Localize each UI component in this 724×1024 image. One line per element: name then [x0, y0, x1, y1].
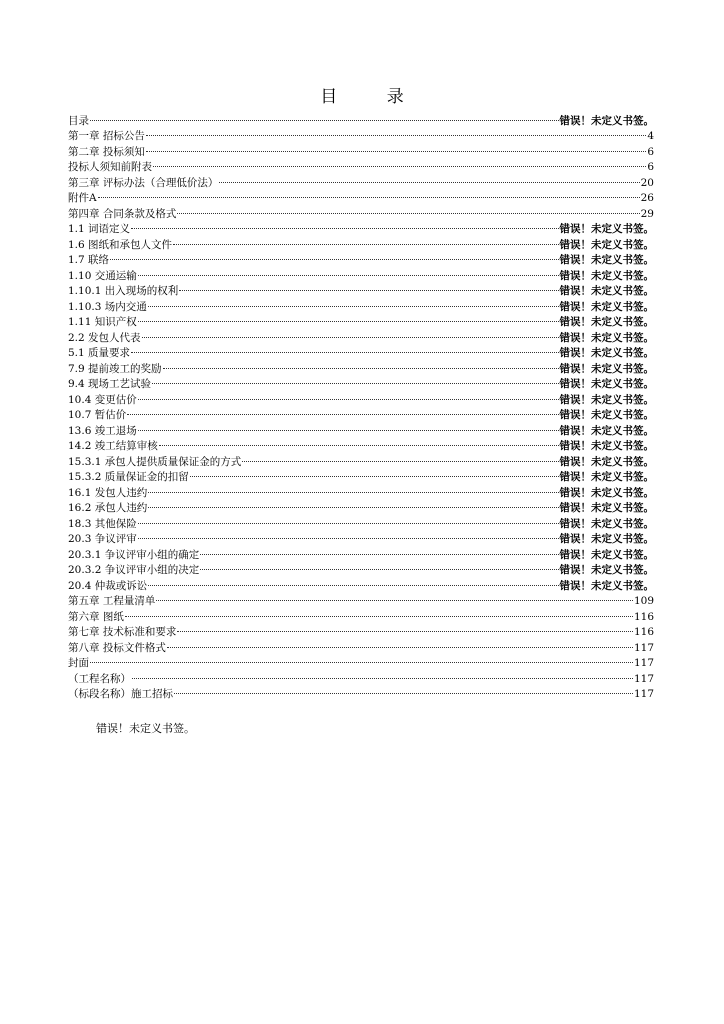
- toc-dot-leader: [138, 387, 559, 403]
- toc-entry-page: 错误！未定义书签。: [559, 409, 654, 421]
- toc-entry-page: 错误！未定义书签。: [559, 424, 654, 437]
- toc-entry-page: 错误！未定义书签。: [559, 362, 654, 375]
- toc-dot-leader: [146, 124, 646, 140]
- toc-entry-page: 错误！未定义书签。: [559, 579, 654, 592]
- toc-entry-page: 117: [633, 657, 654, 669]
- toc-entry-page: 错误！未定义书签。: [559, 285, 654, 297]
- toc-dot-leader: [138, 310, 559, 326]
- toc-entry[interactable]: [68, 604, 654, 623]
- toc-dot-leader: [177, 201, 639, 217]
- toc-entry-label: 1.10.1 出入现场的权利: [68, 285, 179, 297]
- toc-entry-page: 116: [633, 610, 654, 623]
- toc-entry-label: 第七章 技术标准和要求: [68, 626, 177, 638]
- toc-entry-page: 6: [647, 161, 654, 173]
- toc-entry-page: 错误！未定义书签。: [559, 114, 654, 127]
- toc-entry-label: 第五章 工程量清单: [68, 595, 156, 607]
- toc-dot-leader: [219, 170, 639, 186]
- toc-entry-label: 第三章 评标办法（合理低价法）: [68, 176, 219, 189]
- toc-dot-leader: [110, 248, 558, 264]
- toc-entry-label: 第二章 投标须知: [68, 145, 145, 158]
- toc-dot-leader: [153, 155, 646, 171]
- toc-entry-label: 16.2 承包人违约: [68, 502, 148, 514]
- toc-entry[interactable]: [68, 139, 654, 158]
- toc-dot-leader: [138, 263, 559, 279]
- toc-entry-page: 错误！未定义书签。: [559, 517, 654, 530]
- toc-entry-page: 117: [633, 641, 654, 654]
- toc-entry-page: 错误！未定义书签。: [559, 331, 654, 344]
- toc-entry-label: 16.1 发包人违约: [68, 486, 148, 499]
- toc-entry-label: 1.6 图纸和承包人文件: [68, 238, 173, 251]
- toc-entry-label: 封面: [68, 657, 89, 669]
- toc-dot-leader: [125, 604, 633, 620]
- toc-entry[interactable]: [68, 651, 654, 667]
- toc-dot-leader: [177, 620, 633, 636]
- toc-entry-page: 错误！未定义书签。: [559, 238, 654, 251]
- toc-entry-label: 第四章 合同条款及格式: [68, 207, 177, 220]
- toc-entry[interactable]: [68, 589, 654, 605]
- toc-dot-leader: [152, 372, 558, 388]
- toc-entry-page: 错误！未定义书签。: [559, 455, 654, 468]
- toc-entry-label: 第八章 投标文件格式: [68, 641, 166, 654]
- toc-entry-label: 15.3.1 承包人提供质量保证金的方式: [68, 455, 242, 468]
- toc-entry-page: 4: [647, 130, 654, 142]
- toc-entry[interactable]: [68, 186, 654, 202]
- toc-dot-leader: [138, 418, 559, 434]
- toc-dot-leader: [132, 666, 633, 682]
- toc-entry-page: 116: [633, 626, 654, 638]
- toc-entry-label: 18.3 其他保险: [68, 517, 137, 530]
- toc-entry-label: 1.11 知识产权: [68, 316, 137, 328]
- toc-entry[interactable]: [68, 108, 654, 127]
- toc-dot-leader: [174, 682, 633, 698]
- toc-entry-page: 错误！未定义书签。: [559, 533, 654, 545]
- toc-entry[interactable]: [68, 666, 654, 685]
- toc-entry-page: 错误！未定义书签。: [559, 393, 654, 406]
- toc-dot-leader: [148, 573, 558, 589]
- toc-entry-label: 15.3.2 质量保证金的扣留: [68, 471, 189, 483]
- toc-dot-leader: [131, 217, 558, 233]
- toc-entry-label: 13.6 竣工退场: [68, 424, 137, 437]
- toc-dot-leader: [148, 294, 559, 310]
- toc-entry-label: 1.1 词语定义: [68, 223, 131, 235]
- toc-dot-leader: [98, 186, 640, 202]
- toc-entry-label: 9.4 现场工艺试验: [68, 378, 152, 390]
- toc-entry[interactable]: [68, 620, 654, 636]
- toc-dot-leader: [163, 356, 559, 372]
- toc-entry-label: 5.1 质量要求: [68, 347, 131, 359]
- toc-entry-label: 10.4 变更估价: [68, 393, 137, 406]
- toc-entry-label: 14.2 竣工结算审核: [68, 440, 158, 452]
- toc-entry-page: 117: [633, 688, 654, 700]
- toc-entry-page: 错误！未定义书签。: [559, 564, 654, 576]
- toc-entry-label: 1.10 交通运输: [68, 269, 137, 282]
- toc-entry-label: 10.7 暂估价: [68, 409, 127, 421]
- toc-entry[interactable]: [68, 682, 654, 698]
- toc-entry-page: 29: [640, 207, 654, 220]
- toc-dot-leader: [156, 589, 633, 605]
- toc-entry-page: 错误！未定义书签。: [559, 486, 654, 499]
- toc-entry-page: 错误！未定义书签。: [559, 300, 654, 313]
- toc-dot-leader: [200, 558, 558, 574]
- toc-entry-label: 第一章 招标公告: [68, 130, 145, 142]
- toc-entry-label: 1.10.3 场内交通: [68, 300, 147, 313]
- toc-entry[interactable]: [68, 124, 654, 140]
- toc-dot-leader: [242, 449, 558, 465]
- toc-dot-leader: [146, 139, 646, 155]
- toc-dot-leader: [159, 434, 559, 450]
- toc-entry[interactable]: [68, 217, 654, 233]
- toc-entry-label: 20.3.2 争议评审小组的决定: [68, 564, 200, 576]
- toc-entry-label: 附件A: [68, 192, 97, 204]
- toc-dot-leader: [190, 465, 559, 481]
- toc-entry-page: 错误！未定义书签。: [559, 378, 654, 390]
- toc-entry-label: 目录: [68, 114, 89, 127]
- toc-entry-label: 20.4 仲裁或诉讼: [68, 579, 148, 592]
- toc-entry-page: 错误！未定义书签。: [559, 269, 654, 282]
- toc-entry-page: 错误！未定义书签。: [559, 471, 654, 483]
- toc-entry-page: 错误！未定义书签。: [559, 316, 654, 328]
- toc-dot-leader: [200, 542, 558, 558]
- toc-entry-page: 错误！未定义书签。: [559, 440, 654, 452]
- toc-dot-leader: [90, 651, 633, 667]
- toc-entry[interactable]: [68, 170, 654, 189]
- toc-entry-label: 7.9 提前竣工的奖励: [68, 362, 162, 375]
- toc-entry-label: 2.2 发包人代表: [68, 331, 141, 344]
- toc-entry-label: （标段名称）施工招标: [68, 688, 173, 700]
- toc-entry-page: 20: [640, 176, 654, 189]
- toc-list: [68, 108, 654, 700]
- toc-entry-page: 错误！未定义书签。: [559, 502, 654, 514]
- toc-dot-leader: [138, 511, 559, 527]
- toc-dot-leader: [131, 341, 558, 357]
- toc-dot-leader: [138, 527, 559, 543]
- toc-title: 目 录: [320, 87, 426, 107]
- toc-dot-leader: [167, 635, 633, 651]
- toc-entry-label: 第六章 图纸: [68, 610, 124, 623]
- toc-entry-page: 错误！未定义书签。: [559, 223, 654, 235]
- toc-entry-page: 109: [633, 595, 654, 607]
- toc-dot-leader: [148, 480, 558, 496]
- footer-error-text: 错误！未定义书签。: [96, 722, 195, 735]
- toc-entry-page: 错误！未定义书签。: [559, 254, 654, 266]
- toc-entry-page: 26: [640, 192, 654, 204]
- toc-entry[interactable]: [68, 201, 654, 220]
- toc-dot-leader: [173, 232, 558, 248]
- toc-entry-label: 20.3.1 争议评审小组的确定: [68, 548, 200, 561]
- toc-entry-page: 错误！未定义书签。: [559, 548, 654, 561]
- toc-dot-leader: [127, 403, 558, 419]
- toc-entry-page: 117: [633, 672, 654, 685]
- toc-entry[interactable]: [68, 155, 654, 171]
- toc-entry-label: 1.7 联络: [68, 254, 110, 266]
- toc-dot-leader: [90, 108, 559, 124]
- toc-entry-label: （工程名称）: [68, 672, 131, 685]
- toc-entry-label: 20.3 争议评审: [68, 533, 137, 545]
- toc-dot-leader: [142, 325, 559, 341]
- toc-entry-page: 错误！未定义书签。: [559, 347, 654, 359]
- toc-entry-page: 6: [647, 145, 654, 158]
- toc-entry-label: 投标人须知前附表: [68, 161, 152, 173]
- toc-dot-leader: [179, 279, 558, 295]
- toc-dot-leader: [148, 496, 558, 512]
